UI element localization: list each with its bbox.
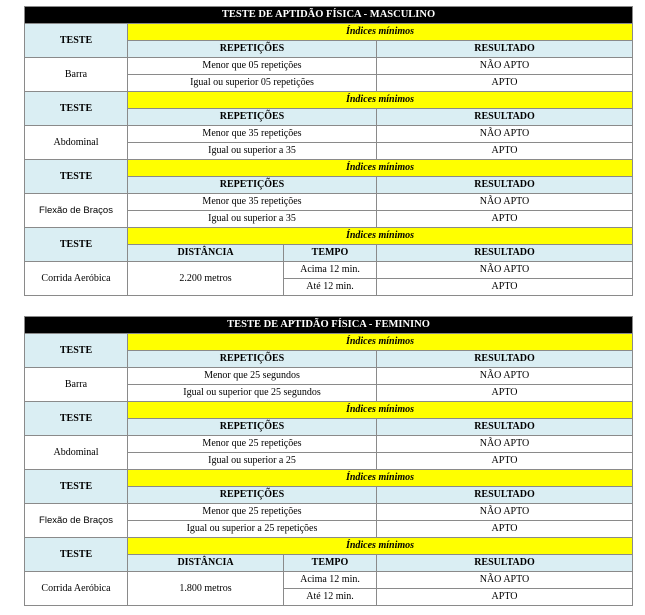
test-name: Corrida Aeróbica	[25, 572, 128, 606]
result-header: RESULTADO	[377, 351, 633, 368]
result: APTO	[377, 453, 633, 470]
indices-row	[25, 402, 633, 419]
criterion: Igual ou superior a 25	[128, 453, 377, 470]
indices-row	[25, 160, 633, 177]
test-label: TESTE	[25, 92, 128, 126]
table-row	[25, 126, 633, 143]
indices-row	[25, 24, 633, 41]
test-name: Abdominal	[25, 126, 128, 160]
table-title-row	[25, 7, 633, 24]
time-header: TEMPO	[284, 245, 377, 262]
repetitions-header: REPETIÇÕES	[128, 487, 377, 504]
criterion: Igual ou superior a 35	[128, 143, 377, 160]
indices-row	[25, 228, 633, 245]
result: NÃO APTO	[377, 504, 633, 521]
criterion: Igual ou superior a 25 repetições	[128, 521, 377, 538]
test-name: Corrida Aeróbica	[25, 262, 128, 296]
indices-label: Índices mínimos	[128, 402, 633, 419]
indices-row	[25, 92, 633, 109]
indices-label: Índices mínimos	[128, 334, 633, 351]
repetitions-header: REPETIÇÕES	[128, 177, 377, 194]
distance-header: DISTÂNCIA	[128, 555, 284, 572]
result: APTO	[377, 143, 633, 160]
test-label: TESTE	[25, 402, 128, 436]
indices-label: Índices mínimos	[128, 160, 633, 177]
test-label: TESTE	[25, 334, 128, 368]
test-label: TESTE	[25, 228, 128, 262]
indices-label: Índices mínimos	[128, 24, 633, 41]
test-name: Abdominal	[25, 436, 128, 470]
table-row	[25, 58, 633, 75]
fitness-table-female	[24, 316, 633, 606]
test-name: Barra	[25, 368, 128, 402]
table-title-row	[25, 317, 633, 334]
result: APTO	[377, 75, 633, 92]
result-header: RESULTADO	[377, 109, 633, 126]
result-header: RESULTADO	[377, 245, 633, 262]
criterion: Menor que 35 repetições	[128, 194, 377, 211]
criterion: Menor que 35 repetições	[128, 126, 377, 143]
table-row	[25, 572, 633, 589]
result: NÃO APTO	[377, 126, 633, 143]
distance-value: 1.800 metros	[128, 572, 284, 606]
criterion: Menor que 25 segundos	[128, 368, 377, 385]
result-header: RESULTADO	[377, 555, 633, 572]
indices-row	[25, 470, 633, 487]
test-label: TESTE	[25, 470, 128, 504]
criterion: Menor que 25 repetições	[128, 436, 377, 453]
result: NÃO APTO	[377, 572, 633, 589]
distance-value: 2.200 metros	[128, 262, 284, 296]
table-row	[25, 504, 633, 521]
indices-label: Índices mínimos	[128, 92, 633, 109]
result-header: RESULTADO	[377, 41, 633, 58]
time-value: Acima 12 min.	[284, 262, 377, 279]
result: APTO	[377, 279, 633, 296]
test-name: Barra	[25, 58, 128, 92]
repetitions-header: REPETIÇÕES	[128, 419, 377, 436]
result: NÃO APTO	[377, 262, 633, 279]
table-row	[25, 262, 633, 279]
table-row	[25, 194, 633, 211]
time-value: Até 12 min.	[284, 279, 377, 296]
table-row	[25, 436, 633, 453]
result: NÃO APTO	[377, 58, 633, 75]
test-name: Flexão de Braços	[25, 194, 128, 228]
test-name: Flexão de Braços	[25, 504, 128, 538]
table-title: TESTE DE APTIDÃO FÍSICA - MASCULINO	[25, 7, 633, 24]
result-header: RESULTADO	[377, 419, 633, 436]
time-value: Acima 12 min.	[284, 572, 377, 589]
repetitions-header: REPETIÇÕES	[128, 41, 377, 58]
criterion: Igual ou superior a 35	[128, 211, 377, 228]
result: NÃO APTO	[377, 194, 633, 211]
time-value: Até 12 min.	[284, 589, 377, 606]
time-header: TEMPO	[284, 555, 377, 572]
indices-row	[25, 334, 633, 351]
distance-header: DISTÂNCIA	[128, 245, 284, 262]
table-row	[25, 368, 633, 385]
result-header: RESULTADO	[377, 487, 633, 504]
result: NÃO APTO	[377, 368, 633, 385]
criterion: Menor que 25 repetições	[128, 504, 377, 521]
result: APTO	[377, 589, 633, 606]
test-label: TESTE	[25, 538, 128, 572]
table-title: TESTE DE APTIDÃO FÍSICA - FEMININO	[25, 317, 633, 334]
indices-row	[25, 538, 633, 555]
indices-label: Índices mínimos	[128, 470, 633, 487]
criterion: Igual ou superior 05 repetições	[128, 75, 377, 92]
test-label: TESTE	[25, 160, 128, 194]
fitness-table-male	[24, 6, 633, 296]
result: APTO	[377, 211, 633, 228]
indices-label: Índices mínimos	[128, 538, 633, 555]
result: APTO	[377, 385, 633, 402]
criterion: Menor que 05 repetições	[128, 58, 377, 75]
result-header: RESULTADO	[377, 177, 633, 194]
test-label: TESTE	[25, 24, 128, 58]
result: NÃO APTO	[377, 436, 633, 453]
criterion: Igual ou superior que 25 segundos	[128, 385, 377, 402]
indices-label: Índices mínimos	[128, 228, 633, 245]
result: APTO	[377, 521, 633, 538]
repetitions-header: REPETIÇÕES	[128, 109, 377, 126]
repetitions-header: REPETIÇÕES	[128, 351, 377, 368]
